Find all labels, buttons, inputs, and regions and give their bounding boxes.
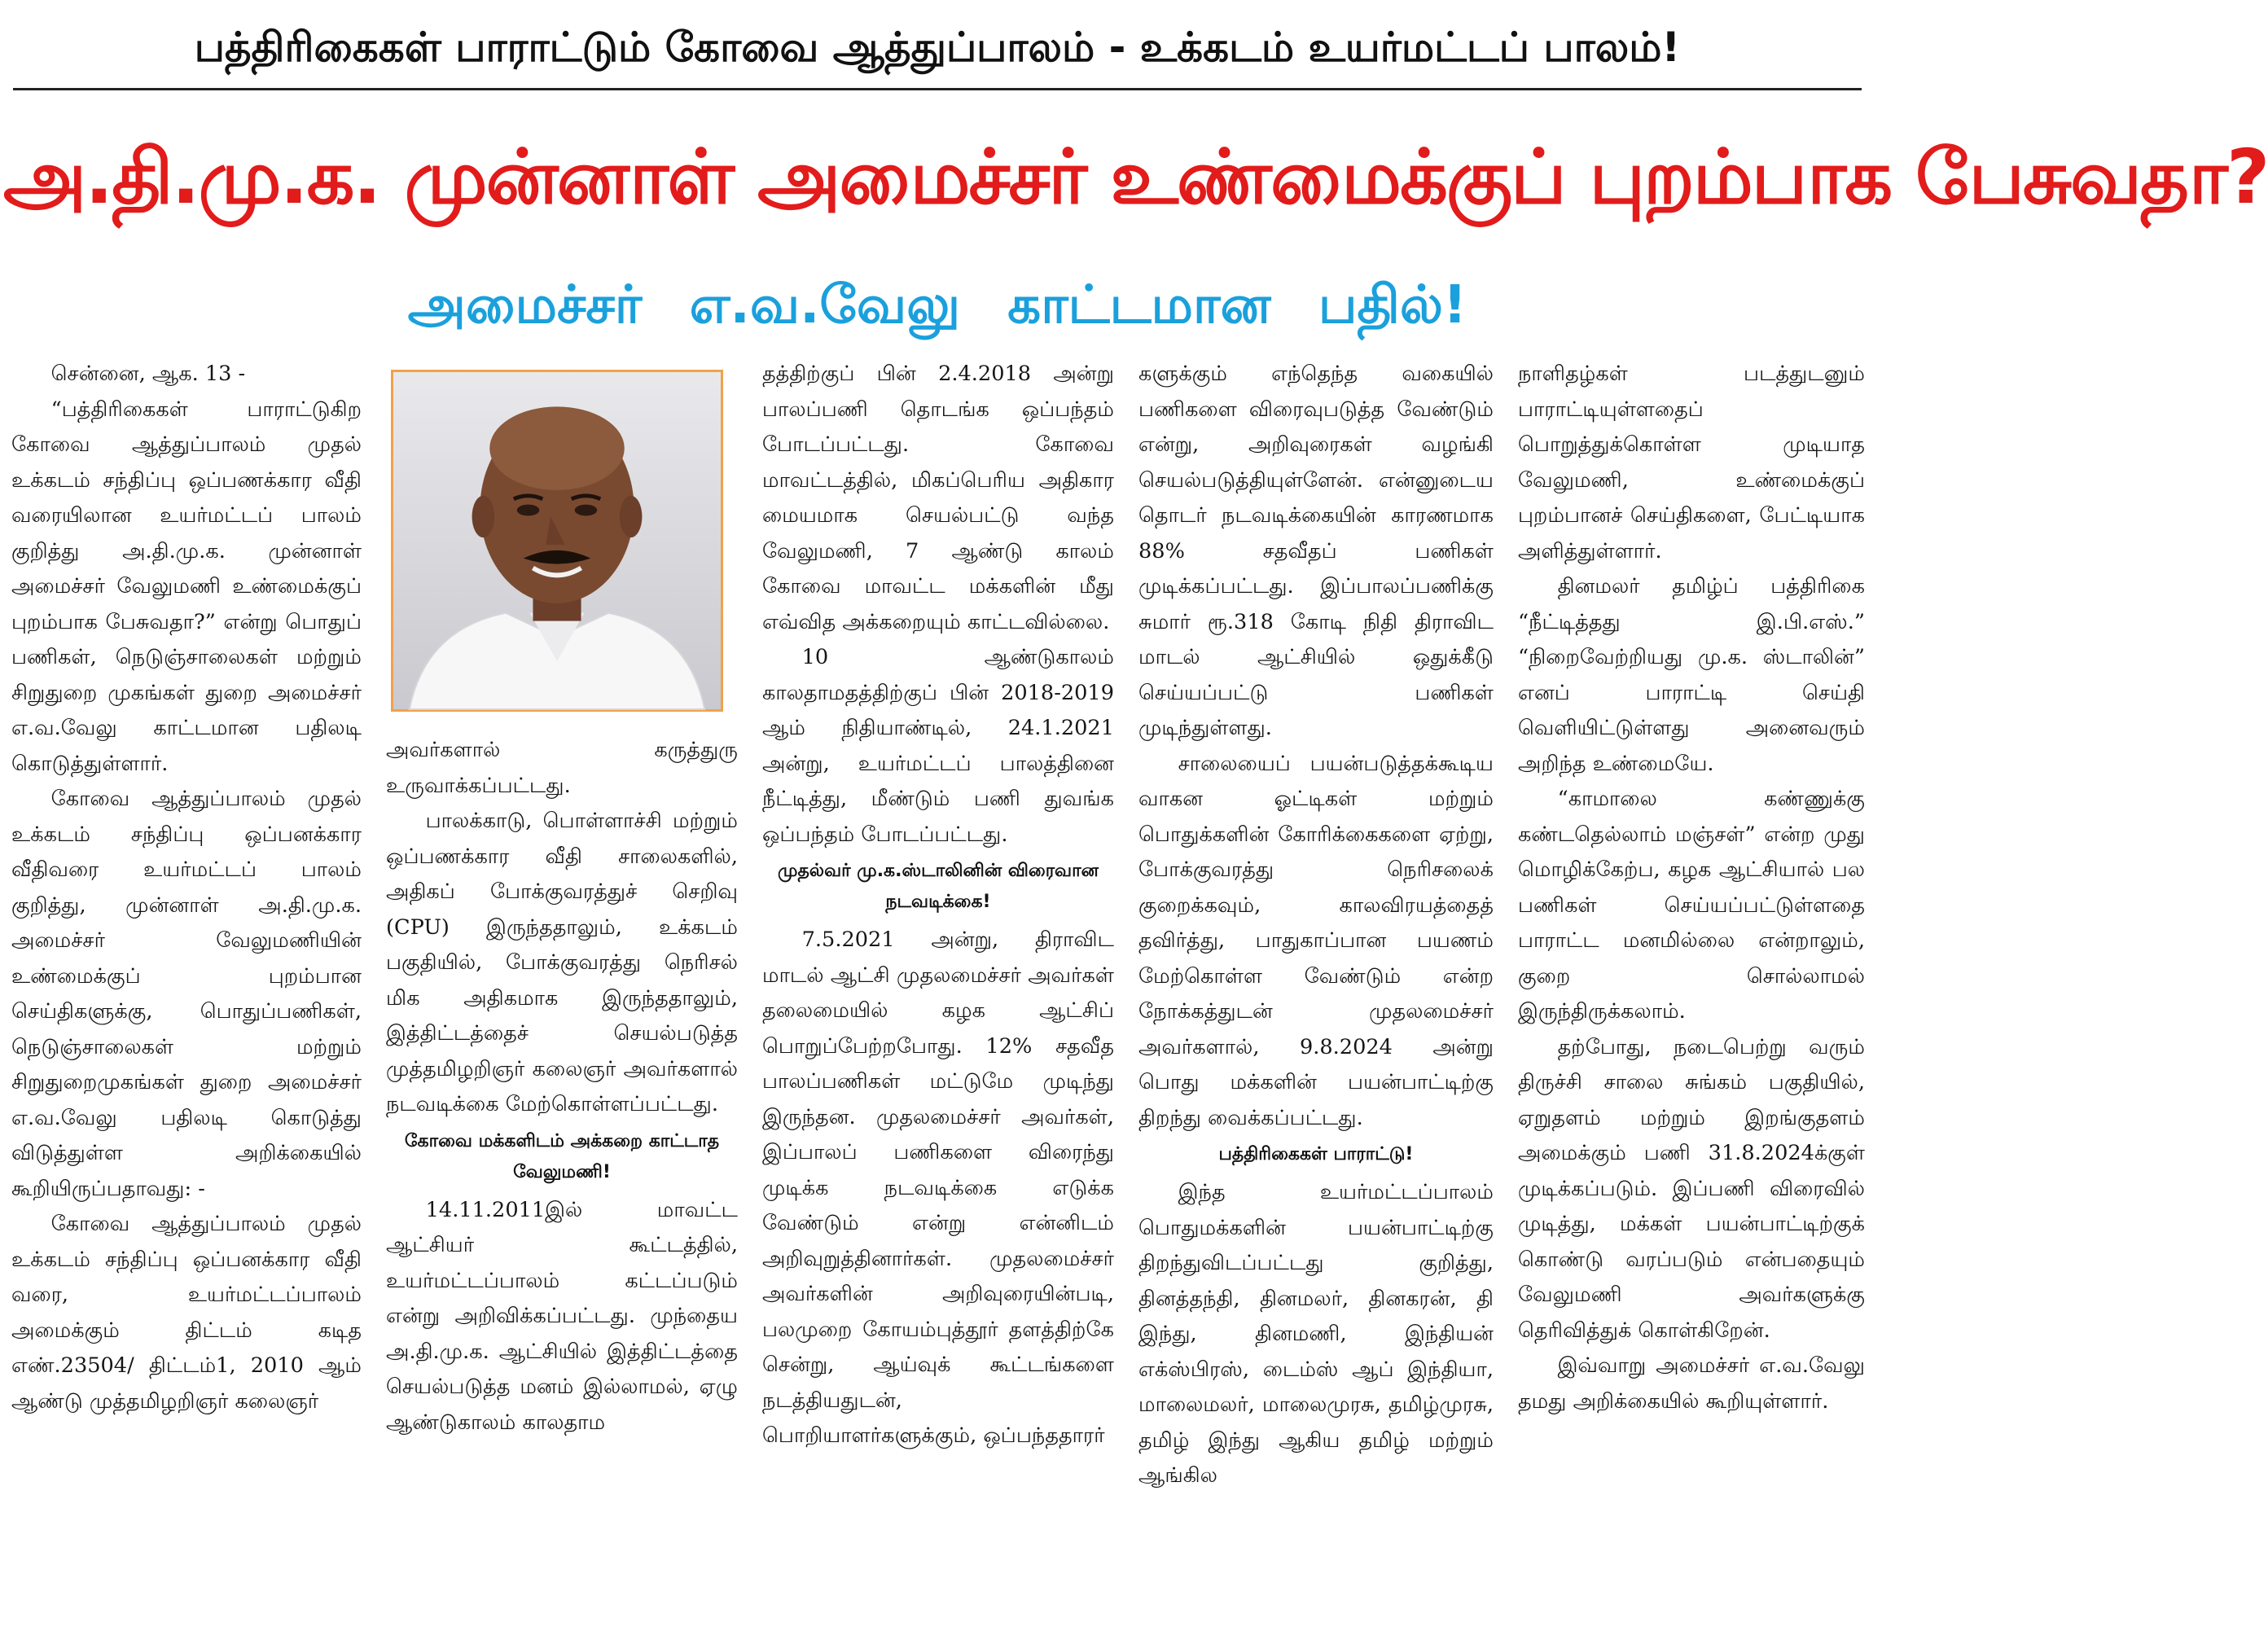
header-rule [13, 88, 1862, 90]
paragraph: பாலக்காடு, பொள்ளாச்சி மற்றும் ஒப்பணக்கார வீதி சாலைகளில், அதிகப் போக்குவரத்துச் செறிவு (CPU) இருந்ததாலும், உக்கடம் பகுதியில், போக்குவரத்து நெரிசல் மிக அதிகமாக இருந்ததாலும், இத்திட்டத்தைச் செயல்படுத்த முத்தமிழறிஞர் கலைஞர் அவர்களால் நடவடிக்கை மேற்கொள்ளப்பட்டது. [386, 809, 738, 1116]
kicker-headline: பத்திரிகைகள் பாராட்டும் கோவை ஆத்துப்பாலம் - உக்கடம் உயர்மட்டப் பாலம்! [194, 24, 1681, 71]
main-headline: அ.தி.மு.க. முன்னாள் அமைச்சர் உண்மைக்குப் புறம்பாக பேசுவதா? [3, 134, 2268, 221]
sub-headline: அமைச்சர் எ.வ.வேலு காட்டமான பதில்! [407, 275, 1467, 335]
section-subheading: கோவை மக்களிடம் அக்கறை காட்டாத வேலுமணி! [404, 1130, 720, 1182]
paragraph: அவர்களால் கருத்துரு உருவாக்கப்பட்டது. [386, 738, 738, 798]
article-column-2 [386, 357, 738, 1635]
minister-photo [391, 370, 723, 712]
portrait-photo-icon [393, 372, 721, 709]
paragraph: சாலையைப் பயன்படுத்தக்கூடிய வாகன ஓட்டிகள் மற்றும் பொதுக்களின் கோரிக்கைகளை ஏற்று, போக்குவரத்து நெரிசலைக் குறைக்கவும், காலவிரயத்தைத் தவிர்த்து, பாதுகாப்பான பயணம் மேற்கொள்ள வேண்டும் என்ற நோக்கத்துடன் முதலமைச்சர் அவர்களால், 9.8.2024 அன்று பொது மக்களின் பயன்பாட்டிற்கு திறந்து வைக்கப்பட்டது. [1138, 751, 1494, 1130]
paragraph: கோவை ஆத்துப்பாலம் முதல் உக்கடம் சந்திப்பு ஒப்பனக்கார வீதிவரை உயர்மட்டப் பாலம் குறித்து, முன்னாள் அ.தி.மு.க. அமைச்சர் வேலுமணியின் உண்மைக்குப் புறம்பான செய்திகளுக்கு, பொதுப்பணிகள், நெடுஞ்சாலைகள் மற்றும் சிறுதுறைமுகங்கள் துறை அமைச்சர் எ.வ.வேலு பதிலடி கொடுத்து விடுத்துள்ள அறிக்கையில் கூறியிருப்பதாவது: - [11, 787, 362, 1201]
paragraph: இந்த உயர்மட்டப்பாலம் பொதுமக்களின் பயன்பாட்டிற்கு திறந்துவிடப்பட்டது குறித்து, தினத்தந்தி, தினமலர், தினகரன், தி இந்து, தினமணி, இந்தியன் எக்ஸ்பிரஸ், டைம்ஸ் ஆப் இந்தியா, மாலைமலர், மாலைமுரசு, தமிழ்முரசு, தமிழ் இந்து ஆகிய தமிழ் மற்றும் ஆங்கில [1138, 1180, 1494, 1488]
article-column-1 [11, 357, 362, 1635]
paragraph: “பத்திரிகைகள் பாராட்டுகிற கோவை ஆத்துப்பாலம் முதல் உக்கடம் சந்திப்பு ஒப்பணக்கார வீதி வரையிலான உயர்மட்டப் பாலம் குறித்து அ.தி.மு.க. முன்னாள் அமைச்சர் வேலுமணி உண்மைக்குப் புறம்பாக பேசுவதா?” என்று பொதுப் பணிகள், நெடுஞ்சாலைகள் மற்றும் சிறுதுறை முகங்கள் துறை அமைச்சர் எ.வ.வேலு காட்டமான பதிலடி கொடுத்துள்ளார். [11, 397, 362, 776]
paragraph: 14.11.2011இல் மாவட்ட ஆட்சியர் கூட்டத்தில், உயர்மட்டப்பாலம் கட்டப்படும் என்று அறிவிக்கப்பட்டது. முந்தைய அ.தி.மு.க. ஆட்சியில் இத்திட்டத்தை செயல்படுத்த மனம் இல்லாமல், ஏழு ஆண்டுகாலம் காலதாம [386, 1197, 738, 1435]
section-subheading: முதல்வர் மு.க.ஸ்டாலினின் விரைவான நடவடிக்கை! [778, 861, 1099, 912]
article-column-4 [1138, 357, 1494, 1635]
paragraph: தற்போது, நடைபெற்று வரும் திருச்சி சாலை சுங்கம் பகுதியில், ஏறுதளம் மற்றும் இறங்குதளம் அமைக்கும் பணி 31.8.2024க்குள் முடிக்கப்படும். இப்பணி விரைவில் முடித்து, மக்கள் பயன்பாட்டிற்குக் கொண்டு வரப்படும் என்பதையும் வேலுமணி அவர்களுக்கு தெரிவித்துக் கொள்கிறேன். [1518, 1034, 1865, 1343]
paragraph: 10 ஆண்டுகாலம் காலதாமதத்திற்குப் பின் 2018-2019 ஆம் நிதியாண்டில், 24.1.2021 அன்று, உயர்மட்டப் பாலத்தினை நீட்டித்து, மீண்டும் பணி துவங்க ஒப்பந்தம் போடப்பட்டது. [762, 645, 1114, 847]
paragraph: இவ்வாறு அமைச்சர் எ.வ.வேலு தமது அறிக்கையில் கூறியுள்ளார். [1518, 1353, 1865, 1414]
paragraph: “காமாலை கண்ணுக்கு கண்டதெல்லாம் மஞ்சள்” என்ற முது மொழிக்கேற்ப, கழக ஆட்சியால் பல பணிகள் செய்யப்பட்டுள்ளதை பாராட்ட மனமில்லை என்றாலும், குறை சொல்லாமல் இருந்திருக்கலாம். [1518, 787, 1865, 1024]
paragraph: தினமலர் தமிழ்ப் பத்திரிகை “நீட்டித்தது இ.பி.எஸ்.” “நிறைவேற்றியது மு.க. ஸ்டாலின்” எனப் பாராட்டி செய்தி வெளியிட்டுள்ளது அனைவரும் அறிந்த உண்மையே. [1518, 574, 1865, 776]
section-subheading: பத்திரிகைகள் பாராட்டு! [1218, 1144, 1414, 1164]
paragraph: தத்திற்குப் பின் 2.4.2018 அன்று பாலப்பணி தொடங்க ஒப்பந்தம் போடப்பட்டது. கோவை மாவட்டத்தில், மிகப்பெரிய அதிகார மையமாக செயல்பட்டு வந்த வேலுமணி, 7 ஆண்டு காலம் கோவை மாவட்ட மக்களின் மீது எவ்வித அக்கறையும் காட்டவில்லை. [762, 362, 1114, 634]
article-column-3 [762, 357, 1114, 1635]
article-column-5 [1518, 357, 1865, 1635]
paragraph: கோவை ஆத்துப்பாலம் முதல் உக்கடம் சந்திப்பு ஒப்பனக்கார வீதி வரை, உயர்மட்டப்பாலம் அமைக்கும் திட்டம் கடித எண்.23504/ திட்டம்1, 2010 ஆம் ஆண்டு முத்தமிழறிஞர் கலைஞர் [11, 1212, 362, 1414]
paragraph: நாளிதழ்கள் படத்துடனும் பாராட்டியுள்ளதைப் பொறுத்துக்கொள்ள முடியாத வேலுமணி, உண்மைக்குப் புறம்பானச் செய்திகளை, பேட்டியாக அளித்துள்ளார். [1518, 362, 1865, 563]
dateline: சென்னை, ஆக. 13 - [50, 362, 246, 386]
paragraph: களுக்கும் எந்தெந்த வகையில் பணிகளை விரைவுபடுத்த வேண்டும் என்று, அறிவுரைகள் வழங்கி செயல்படுத்தியுள்ளேன். என்னுடைய தொடர் நடவடிக்கையின் காரணமாக 88% சதவீதப் பணிகள் முடிக்கப்பட்டது. இப்பாலப்பணிக்கு சுமார் ரூ.318 கோடி நிதி திராவிட மாடல் ஆட்சியில் ஒதுக்கீடு செய்யப்பட்டு பணிகள் முடிந்துள்ளது. [1138, 362, 1494, 740]
paragraph: 7.5.2021 அன்று, திராவிட மாடல் ஆட்சி முதலமைச்சர் அவர்கள் தலைமையில் கழக ஆட்சிப் பொறுப்பேற்றபோது. 12% சதவீத பாலப்பணிகள் மட்டுமே முடிந்து இருந்தன. முதலமைச்சர் அவர்கள், இப்பாலப் பணிகளை விரைந்து முடிக்க நடவடிக்கை எடுக்க வேண்டும் என்று என்னிடம் அறிவுறுத்தினார்கள். முதலமைச்சர் அவர்களின் அறிவுரையின்படி, பலமுறை கோயம்புத்தூர் தளத்திற்கே சென்று, ஆய்வுக் கூட்டங்களை நடத்தியதுடன், பொறியாளர்களுக்கும், ஒப்பந்ததாரர் [762, 927, 1114, 1448]
